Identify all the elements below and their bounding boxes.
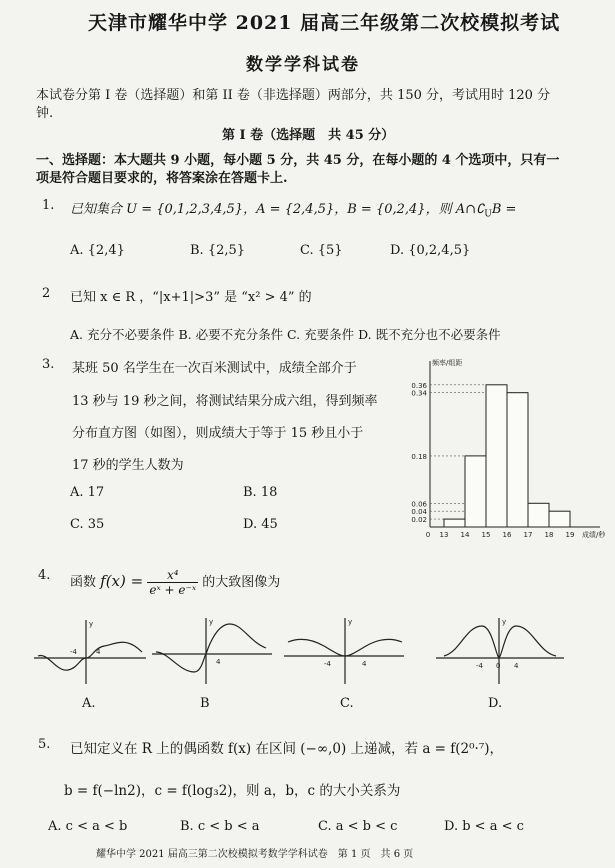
graph-a-neg-tick: -4 bbox=[70, 648, 77, 656]
q3-option-a: A. 17 bbox=[70, 485, 105, 500]
q4-stem-tail: 的大致图像为 bbox=[202, 575, 281, 590]
q1-stem bbox=[70, 198, 516, 220]
x-tick-17: 17 bbox=[523, 531, 533, 539]
page-footer: 耀华中学 2021 届高三第二次校模拟考数学学科试卷 第 1 页 共 6 页 bbox=[96, 849, 414, 860]
y-tick-0.02: 0.02 bbox=[411, 516, 427, 525]
graph-d-pos-tick: 4 bbox=[514, 662, 519, 670]
q2-stem: 已知 x ∈ R ，“|x+1|>3” 是 “x² > 4” 的 bbox=[70, 290, 312, 305]
x-tick-15: 15 bbox=[481, 531, 491, 539]
q4-graph-label-b: B bbox=[200, 696, 210, 711]
graph-b-y-label: y bbox=[209, 618, 214, 626]
q5-line-1: 已知定义在 R 上的偶函数 f(x) 在区间 (−∞,0) 上递减，若 a = f(2⁰·⁷)， bbox=[70, 741, 503, 757]
q3-line-3: 分布直方图（如图），则成绩大于等于 15 秒且小于 bbox=[72, 426, 364, 441]
q1-stem-sub: U bbox=[484, 209, 492, 220]
y-tick-0.04: 0.04 bbox=[411, 508, 427, 517]
intro-line-1: 本试卷分第 I 卷（选择题）和第 II 卷（非选择题）两部分，共 150 分，考试用时 120 分 bbox=[36, 88, 551, 103]
q3-number: 3. bbox=[42, 357, 55, 372]
q5-option-c: C. a < b < c bbox=[318, 819, 398, 834]
frequency-histogram bbox=[400, 355, 610, 545]
bar-14-15 bbox=[465, 456, 486, 527]
graph-d-neg-tick: -4 bbox=[476, 662, 483, 670]
graph-b-pos-tick: 4 bbox=[216, 658, 221, 666]
q3-option-b: B. 18 bbox=[243, 485, 278, 500]
q1-option-c: C. {5} bbox=[300, 243, 343, 258]
q5-option-a: A. c < a < b bbox=[48, 819, 128, 834]
q3-option-c: C. 35 bbox=[70, 517, 105, 532]
q4-stem-text: 函数 bbox=[70, 575, 97, 590]
graph-a-y-label: y bbox=[89, 620, 94, 628]
graph-c-pos-tick: 4 bbox=[362, 660, 367, 668]
q4-frac-numerator: x⁴ bbox=[147, 568, 198, 583]
q3-line-4: 17 秒的学生人数为 bbox=[72, 458, 184, 473]
section-instructions-2: 项是符合题目要求的，将答案涂在答题卡上. bbox=[36, 171, 288, 186]
q5-option-b: B. c < b < a bbox=[180, 819, 260, 834]
x-tick-13: 13 bbox=[439, 531, 449, 539]
x-tick-18: 18 bbox=[544, 531, 554, 539]
q4-number: 4. bbox=[38, 568, 51, 583]
graph-a-pos-tick: 4 bbox=[96, 648, 101, 656]
x-tick-16: 16 bbox=[502, 531, 512, 539]
q1-number: 1. bbox=[42, 198, 55, 213]
x-axis-label: 成绩/秒 bbox=[582, 531, 606, 539]
graph-d-origin: 0 bbox=[496, 662, 501, 670]
graph-c-y-label: y bbox=[348, 618, 353, 626]
graph-c-neg-tick: -4 bbox=[324, 660, 331, 668]
bar-15-16 bbox=[486, 385, 507, 527]
y-tick-0.06: 0.06 bbox=[411, 500, 427, 509]
q2-options: A. 充分不必要条件 B. 必要不充分条件 C. 充要条件 D. 既不充分也不必要条件 bbox=[70, 327, 501, 342]
section-instructions-1: 一、选择题：本大题共 9 小题，每小题 5 分，共 45 分，在每小题的 4 个选项中，只有一 bbox=[36, 153, 560, 168]
q1-option-b: B. {2,5} bbox=[190, 243, 246, 258]
q5-line-2: b = f(−ln2)，c = f(log₃2)，则 a，b，c 的大小关系为 bbox=[64, 783, 401, 799]
bar-13-14 bbox=[444, 519, 465, 527]
intro-line-2: 钟. bbox=[36, 106, 54, 121]
q4-frac-denominator: eˣ + e⁻ˣ bbox=[149, 583, 197, 597]
q5-number: 5. bbox=[38, 737, 51, 752]
bar-17-18 bbox=[528, 503, 549, 527]
y-tick-0.18: 0.18 bbox=[411, 452, 427, 461]
q3-line-2: 13 秒与 19 秒之间，将测试结果分成六组，得到频率 bbox=[72, 394, 378, 409]
x-tick-14: 14 bbox=[460, 531, 470, 539]
q1-option-a: A. {2,4} bbox=[70, 243, 125, 258]
q3-line-1: 某班 50 名学生在一次百米测试中，成绩全部介于 bbox=[72, 361, 357, 376]
q4-stem bbox=[70, 568, 280, 597]
q4-graph-label-c: C. bbox=[340, 696, 354, 711]
q4-fraction bbox=[147, 568, 198, 597]
x-tick-19: 19 bbox=[565, 531, 575, 539]
q4-graph-label-a: A. bbox=[82, 696, 96, 711]
y-axis-label: 频率/组距 bbox=[432, 359, 463, 367]
q2-number: 2 bbox=[42, 286, 51, 301]
q4-function-name: f(x) = bbox=[100, 572, 144, 590]
q4-graph-label-d: D. bbox=[488, 696, 503, 711]
q3-option-d: D. 45 bbox=[243, 517, 278, 532]
q1-stem-text: 已知集合 U = {0,1,2,3,4,5}，A = {2,4,5}，B = {0,2,4}，则 A∩∁ bbox=[70, 202, 485, 217]
bar-16-17 bbox=[507, 393, 528, 527]
x-tick-0: 0 bbox=[425, 531, 431, 539]
bar-18-19 bbox=[549, 511, 570, 527]
exam-subtitle: 数学学科试卷 bbox=[246, 55, 360, 75]
q4-graphs bbox=[34, 612, 594, 692]
q1-option-d: D. {0,2,4,5} bbox=[390, 243, 471, 258]
y-tick-0.36: 0.36 bbox=[411, 381, 427, 390]
q1-stem-tail: B = bbox=[491, 202, 517, 217]
section-heading: 第 I 卷（选择题 共 45 分） bbox=[222, 128, 395, 143]
y-tick-0.34: 0.34 bbox=[411, 389, 427, 398]
q5-option-d: D. b < a < c bbox=[444, 819, 524, 834]
graph-d-y-label: y bbox=[502, 618, 507, 626]
exam-title: 天津市耀华中学 2021 届高三年级第二次校模拟考试 bbox=[88, 12, 561, 34]
